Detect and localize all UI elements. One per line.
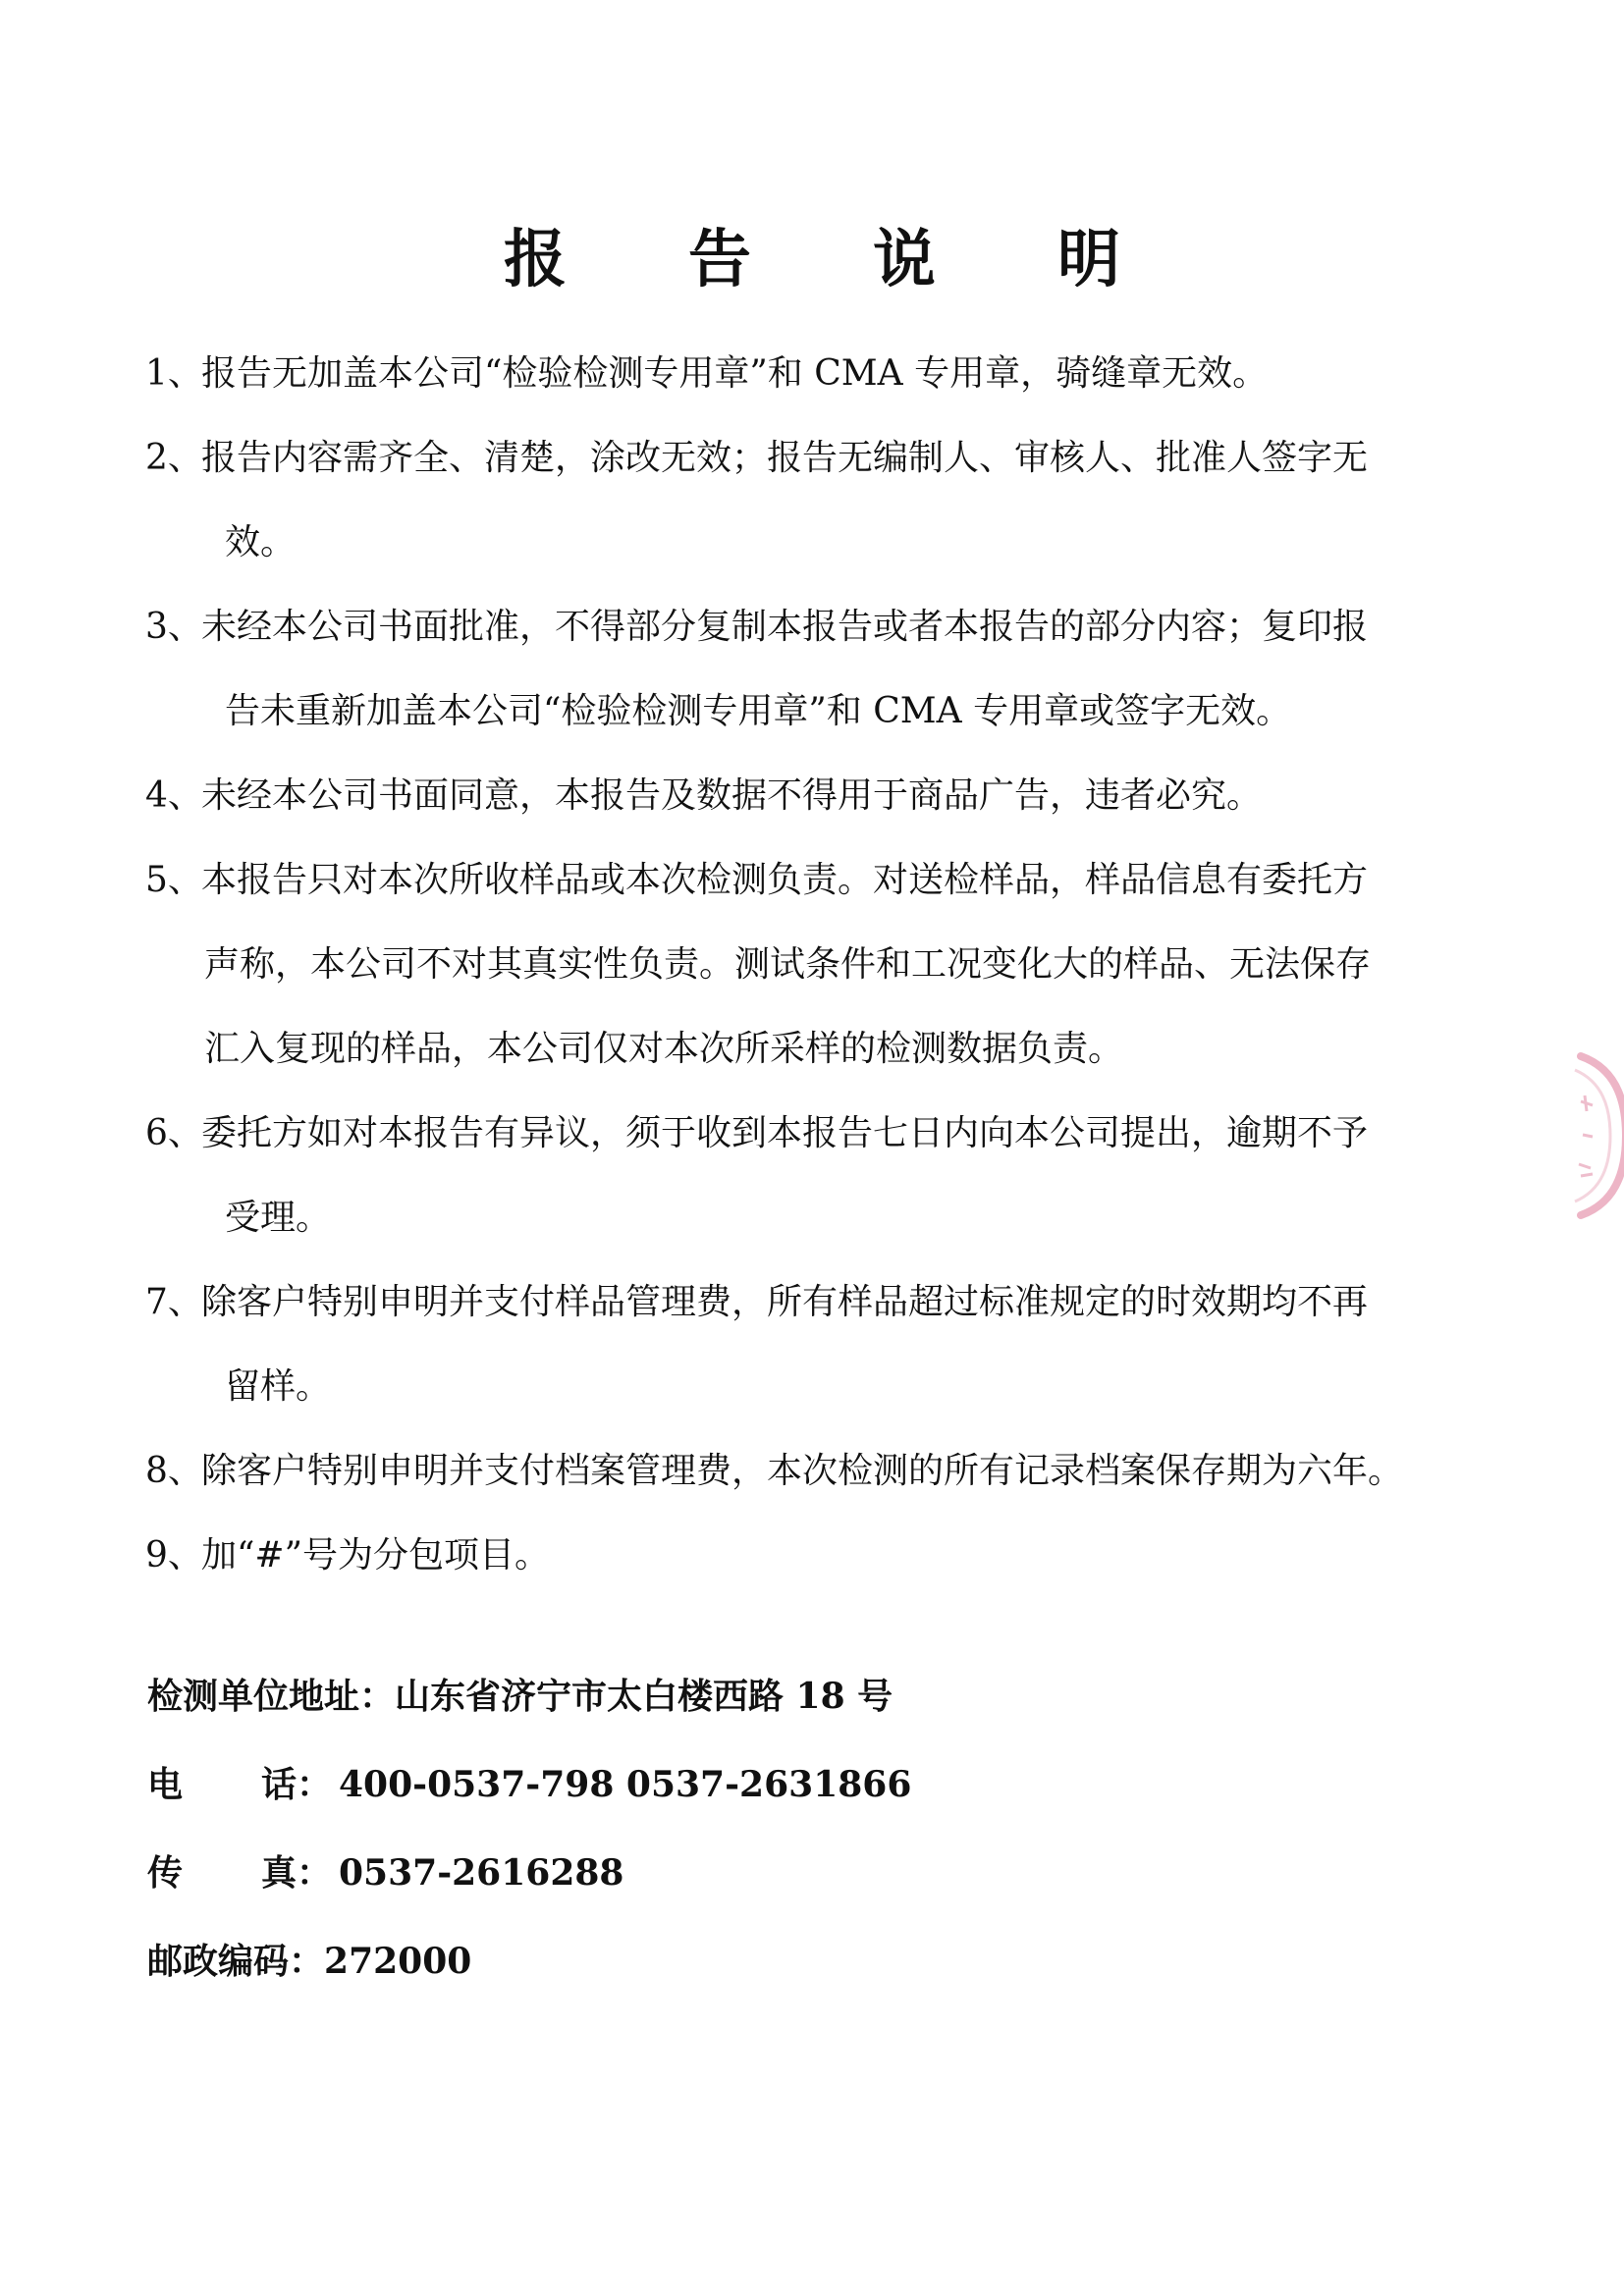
phone-value: 400-0537-798 0537-2631866 bbox=[339, 1764, 912, 1805]
term-number: 4、 bbox=[145, 775, 203, 816]
term-item-2 bbox=[145, 416, 1466, 585]
fax-label-part-2: 真： bbox=[261, 1852, 333, 1894]
term-number: 9、 bbox=[145, 1535, 203, 1575]
terms-list bbox=[145, 332, 1466, 1598]
term-text-continuation: 声称，本公司不对其真实性负责。测试条件和工况变化大的样品、无法保存 bbox=[204, 944, 1372, 985]
term-item-9 bbox=[145, 1514, 1466, 1598]
term-item-6 bbox=[145, 1092, 1466, 1260]
address-row bbox=[147, 1652, 1424, 1740]
phone-label-part-1: 电 bbox=[147, 1764, 184, 1805]
term-number: 8、 bbox=[145, 1451, 203, 1491]
term-text: 报告无加盖本公司“检验检测专用章”和 CMA 专用章，骑缝章无效。 bbox=[201, 353, 1269, 394]
contact-info bbox=[147, 1652, 1424, 2005]
seal-inner-arc bbox=[1575, 1070, 1610, 1201]
term-text: 除客户特别申明并支付样品管理费，所有样品超过标准规定的时效期均不再 bbox=[201, 1282, 1369, 1322]
term-number: 1、 bbox=[145, 353, 203, 394]
term-item-7 bbox=[145, 1260, 1466, 1429]
term-text: 加“#”号为分包项目。 bbox=[201, 1535, 550, 1575]
term-number: 6、 bbox=[145, 1113, 203, 1153]
term-item-1 bbox=[145, 332, 1466, 416]
term-text: 委托方如对本报告有异议，须于收到本报告七日内向本公司提出，逾期不予 bbox=[201, 1113, 1369, 1153]
seal-mark-2 bbox=[1583, 1135, 1593, 1137]
term-text-continuation: 汇入复现的样品，本公司仅对本次所采样的检测数据负责。 bbox=[204, 1029, 1124, 1069]
term-item-5 bbox=[145, 838, 1466, 1092]
term-number: 7、 bbox=[145, 1282, 203, 1322]
term-text: 未经本公司书面批准，不得部分复制本报告或者本报告的部分内容；复印报 bbox=[201, 607, 1369, 647]
term-item-4 bbox=[145, 754, 1466, 838]
seal-mark-3 bbox=[1579, 1164, 1593, 1176]
term-text: 本报告只对本次所收样品或本次检测负责。对送检样品，样品信息有委托方 bbox=[201, 860, 1369, 900]
phone-label-part-2: 话： bbox=[261, 1764, 333, 1805]
phone-label bbox=[147, 1740, 339, 1829]
seal-outer-arc bbox=[1581, 1056, 1624, 1215]
postcode-row bbox=[147, 1917, 1424, 2005]
page-title bbox=[0, 221, 1624, 299]
partial-seal-stamp-icon bbox=[1563, 1048, 1624, 1223]
fax-label bbox=[147, 1829, 339, 1917]
fax-row bbox=[147, 1829, 1424, 1917]
seal-stamp-graphic bbox=[1563, 1048, 1624, 1223]
phone-row bbox=[147, 1740, 1424, 1829]
term-text-continuation: 告未重新加盖本公司“检验检测专用章”和 CMA 专用章或签字无效。 bbox=[225, 691, 1292, 731]
fax-label-part-1: 传 bbox=[147, 1852, 184, 1894]
title-char: 告 bbox=[688, 223, 751, 296]
term-number: 2、 bbox=[145, 438, 203, 478]
term-number: 5、 bbox=[145, 860, 203, 900]
term-text-continuation: 受理。 bbox=[225, 1198, 332, 1238]
title-char: 明 bbox=[1057, 223, 1120, 296]
title-char: 报 bbox=[504, 223, 567, 296]
term-text: 报告内容需齐全、清楚，涂改无效；报告无编制人、审核人、批准人签字无 bbox=[201, 438, 1369, 478]
postcode-label: 邮政编码： bbox=[147, 1941, 325, 1982]
address-label: 检测单位地址： bbox=[147, 1676, 396, 1717]
seal-mark-1 bbox=[1581, 1095, 1593, 1111]
postcode-value: 272000 bbox=[324, 1941, 472, 1982]
term-text-continuation: 留样。 bbox=[225, 1366, 332, 1407]
term-text-continuation: 效。 bbox=[225, 522, 297, 562]
title-char: 说 bbox=[873, 223, 936, 296]
fax-value: 0537-2616288 bbox=[339, 1852, 624, 1894]
term-number: 3、 bbox=[145, 607, 203, 647]
address-value: 山东省济宁市太白楼西路 18 号 bbox=[395, 1676, 893, 1717]
term-item-3 bbox=[145, 585, 1466, 754]
term-text: 除客户特别申明并支付档案管理费，本次检测的所有记录档案保存期为六年。 bbox=[201, 1451, 1404, 1491]
term-text: 未经本公司书面同意，本报告及数据不得用于商品广告，违者必究。 bbox=[201, 775, 1263, 816]
term-item-8 bbox=[145, 1429, 1466, 1514]
